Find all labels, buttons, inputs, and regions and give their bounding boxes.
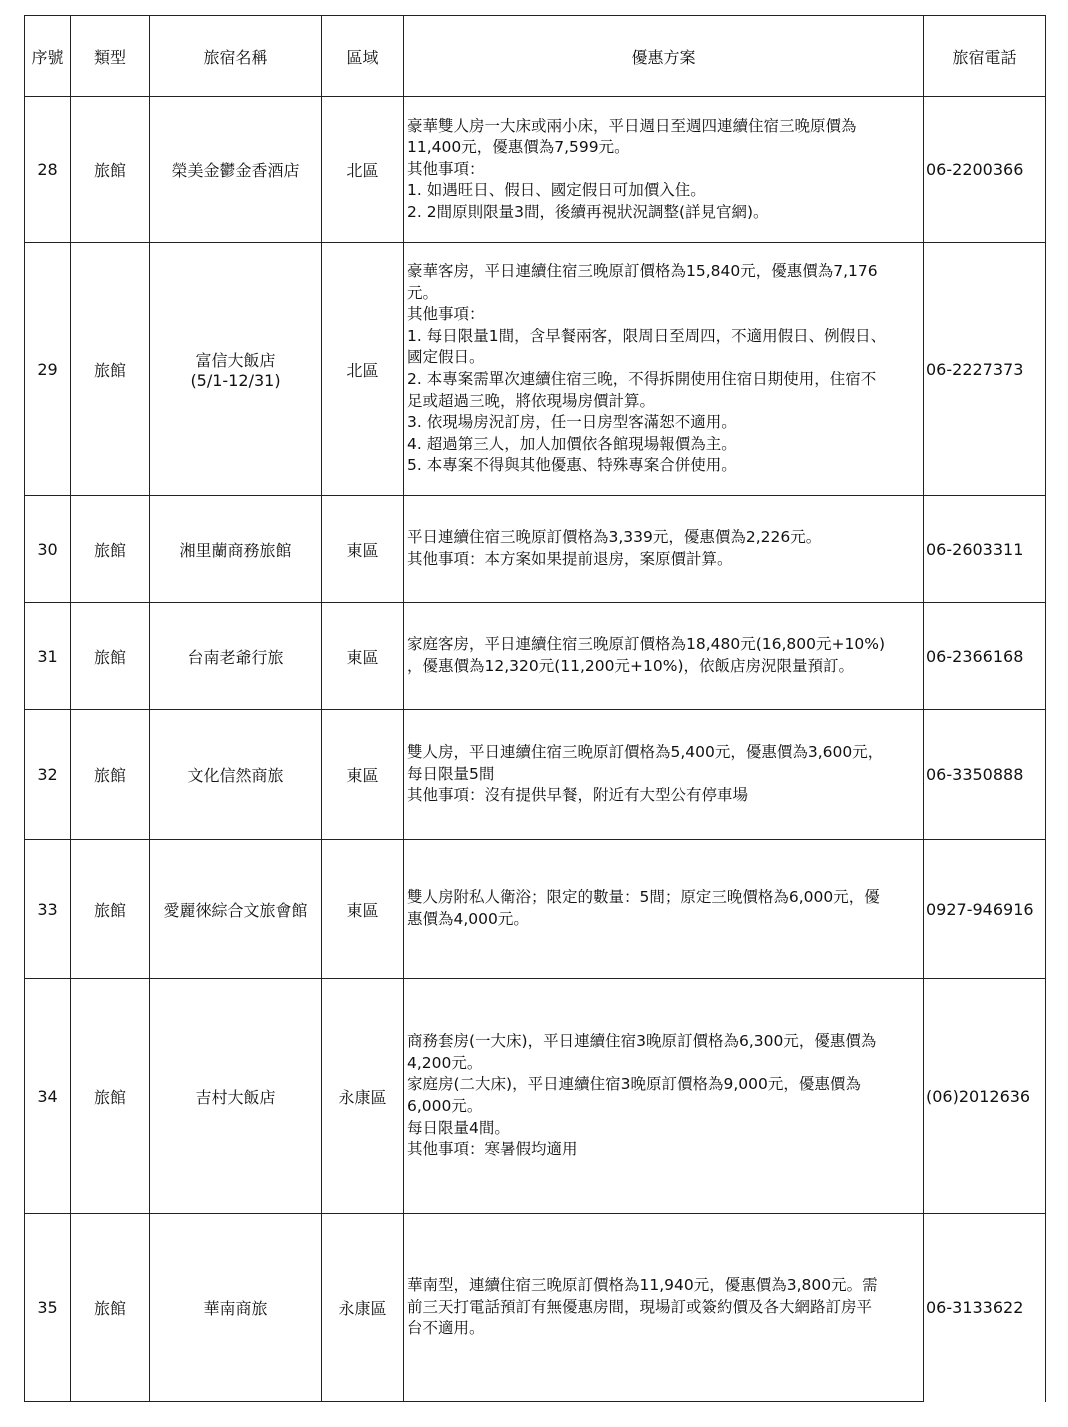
offer-line: 每日限量5間 — [407, 764, 495, 783]
hotel-discount-table — [24, 15, 1046, 1402]
offer-line: 前三天打電話預訂有無優惠房間，現場訂或簽約價及各大網路訂房平 — [407, 1297, 873, 1316]
row-offer — [404, 979, 924, 1214]
hotel-name-text: 湘里蘭商務旅館 — [179, 540, 292, 560]
table-row — [25, 603, 1046, 710]
offer-line: 每日限量4間。 — [407, 1118, 510, 1137]
row-type: 旅館 — [71, 97, 150, 243]
offer-line: 國定假日。 — [407, 348, 485, 367]
row-type: 旅館 — [71, 603, 150, 710]
row-phone: 06-2227373 — [924, 243, 1046, 496]
hotel-name-text: 台南老爺行旅 — [187, 647, 284, 667]
table-row — [25, 1214, 1046, 1402]
row-no: 35 — [25, 1214, 71, 1402]
offer-line: 其他事項：寒暑假均適用 — [407, 1140, 578, 1159]
row-hotel-name — [150, 97, 322, 243]
hotel-name-text: 榮美金鬱金香酒店 — [171, 161, 300, 180]
row-type: 旅館 — [71, 979, 150, 1214]
offer-line: 台不適用。 — [407, 1319, 485, 1338]
offer-line: 其他事項： — [407, 159, 485, 178]
header-no: 序號 — [25, 16, 71, 97]
row-phone: 0927-946916 — [924, 840, 1046, 979]
row-phone: 06-3350888 — [924, 710, 1046, 840]
row-hotel-name — [150, 243, 322, 496]
offer-line: ，優惠價為12,320元(11,200元+10%)，依飯店房況限量預訂。 — [407, 657, 855, 675]
offer-line: 5. 本專案不得與其他優惠、特殊專案合併使用。 — [407, 456, 737, 475]
header-offer: 優惠方案 — [404, 16, 924, 97]
row-phone: 06-3133622 — [924, 1214, 1046, 1402]
row-area: 北區 — [322, 243, 404, 496]
header-name: 旅宿名稱 — [150, 16, 322, 97]
row-phone: 06-2603311 — [924, 496, 1046, 603]
row-phone: (06)2012636 — [924, 979, 1046, 1214]
row-no: 31 — [25, 603, 71, 710]
table-row — [25, 243, 1046, 496]
row-phone: 06-2366168 — [924, 603, 1046, 710]
row-type: 旅館 — [71, 496, 150, 603]
offer-line: 其他事項：本方案如果提前退房，案原價計算。 — [407, 550, 733, 568]
offer-line: 家庭房(二大床)，平日連續住宿3晚原訂價格為9,000元，優惠價為 — [407, 1075, 861, 1094]
row-offer — [404, 1214, 924, 1402]
offer-line: 商務套房(一大床)，平日連續住宿3晚原訂價格為6,300元，優惠價為 — [407, 1032, 877, 1051]
offer-line: 平日連續住宿三晚原訂價格為3,339元，優惠價為2,226元。 — [407, 528, 822, 547]
row-no: 34 — [25, 979, 71, 1214]
row-type: 旅館 — [71, 1214, 150, 1402]
row-area: 北區 — [322, 97, 404, 243]
offer-line: 其他事項： — [407, 305, 485, 324]
hotel-name-text: 華南商旅 — [203, 1299, 268, 1318]
header-area: 區域 — [322, 16, 404, 97]
row-area: 永康區 — [322, 979, 404, 1214]
offer-line: 6,000元。 — [407, 1097, 483, 1115]
hotel-name-text: 富信大飯店 — [195, 351, 276, 370]
row-area: 東區 — [322, 840, 404, 979]
row-hotel-name — [150, 710, 322, 840]
row-no: 28 — [25, 97, 71, 243]
row-hotel-name — [150, 840, 322, 979]
hotel-name-period: (5/1-12/31) — [190, 371, 281, 390]
row-no: 32 — [25, 710, 71, 840]
offer-line: 豪華客房，平日連續住宿三晚原訂價格為15,840元，優惠價為7,176 — [407, 262, 878, 281]
row-area: 東區 — [322, 710, 404, 840]
row-hotel-name — [150, 979, 322, 1214]
offer-line: 足或超過三晚，將依現場房價計算。 — [407, 391, 656, 410]
row-no: 30 — [25, 496, 71, 603]
offer-line: 1. 如遇旺日、假日、國定假日可加價入住。 — [407, 181, 706, 200]
row-phone: 06-2200366 — [924, 97, 1046, 243]
hotel-name-text: 吉村大飯店 — [195, 1087, 276, 1107]
row-offer — [404, 97, 924, 243]
row-hotel-name — [150, 496, 322, 603]
row-offer — [404, 496, 924, 603]
hotel-name-text: 愛麗徠綜合文旅會館 — [163, 900, 308, 920]
offer-line: 2. 本專案需單次連續住宿三晚，不得拆開使用住宿日期使用，住宿不 — [407, 370, 877, 388]
header-phone: 旅宿電話 — [924, 16, 1046, 97]
offer-line: 雙人房附私人衛浴；限定的數量：5間；原定三晚價格為6,000元，優 — [407, 888, 880, 907]
row-offer — [404, 243, 924, 496]
hotel-name-text: 文化信然商旅 — [187, 766, 284, 785]
offer-line: 惠價為4,000元。 — [407, 910, 529, 928]
table-row — [25, 496, 1046, 603]
offer-line: 4,200元。 — [407, 1053, 483, 1072]
row-type: 旅館 — [71, 243, 150, 496]
offer-line: 元。 — [407, 283, 439, 302]
row-area: 永康區 — [322, 1214, 404, 1402]
offer-line: 其他事項：沒有提供早餐，附近有大型公有停車場 — [407, 786, 749, 805]
row-area: 東區 — [322, 603, 404, 710]
header-type: 類型 — [71, 16, 150, 97]
table-row — [25, 979, 1046, 1214]
offer-line: 豪華雙人房一大床或兩小床，平日週日至週四連續住宿三晚原價為 — [407, 116, 857, 135]
row-type: 旅館 — [71, 840, 150, 979]
row-area: 東區 — [322, 496, 404, 603]
offer-line: 雙人房，平日連續住宿三晚原訂價格為5,400元，優惠價為3,600元， — [407, 743, 884, 762]
offer-line: 家庭客房，平日連續住宿三晚原訂價格為18,480元(16,800元+10%) — [407, 635, 886, 654]
row-offer — [404, 603, 924, 710]
table-row — [25, 710, 1046, 840]
row-no: 29 — [25, 243, 71, 496]
offer-line: 華南型，連續住宿三晚原訂價格為11,940元，優惠價為3,800元。需 — [407, 1276, 878, 1295]
offer-line: 3. 依現場房況訂房，任一日房型客滿恕不適用。 — [407, 413, 737, 432]
row-offer — [404, 840, 924, 979]
offer-line: 1. 每日限量1間，含早餐兩客，限周日至周四，不適用假日、例假日、 — [407, 326, 887, 345]
table-row — [25, 840, 1046, 979]
row-hotel-name — [150, 1214, 322, 1402]
header-row — [25, 16, 1046, 97]
offer-line: 2. 2間原則限量3間，後續再視狀況調整(詳見官網)。 — [407, 202, 769, 221]
table-row — [25, 97, 1046, 243]
row-hotel-name — [150, 603, 322, 710]
row-no: 33 — [25, 840, 71, 979]
offer-line: 11,400元，優惠價為7,599元。 — [407, 138, 630, 157]
row-type: 旅館 — [71, 710, 150, 840]
offer-line: 4. 超過第三人，加人加價依各館現場報價為主。 — [407, 434, 737, 453]
row-offer — [404, 710, 924, 840]
